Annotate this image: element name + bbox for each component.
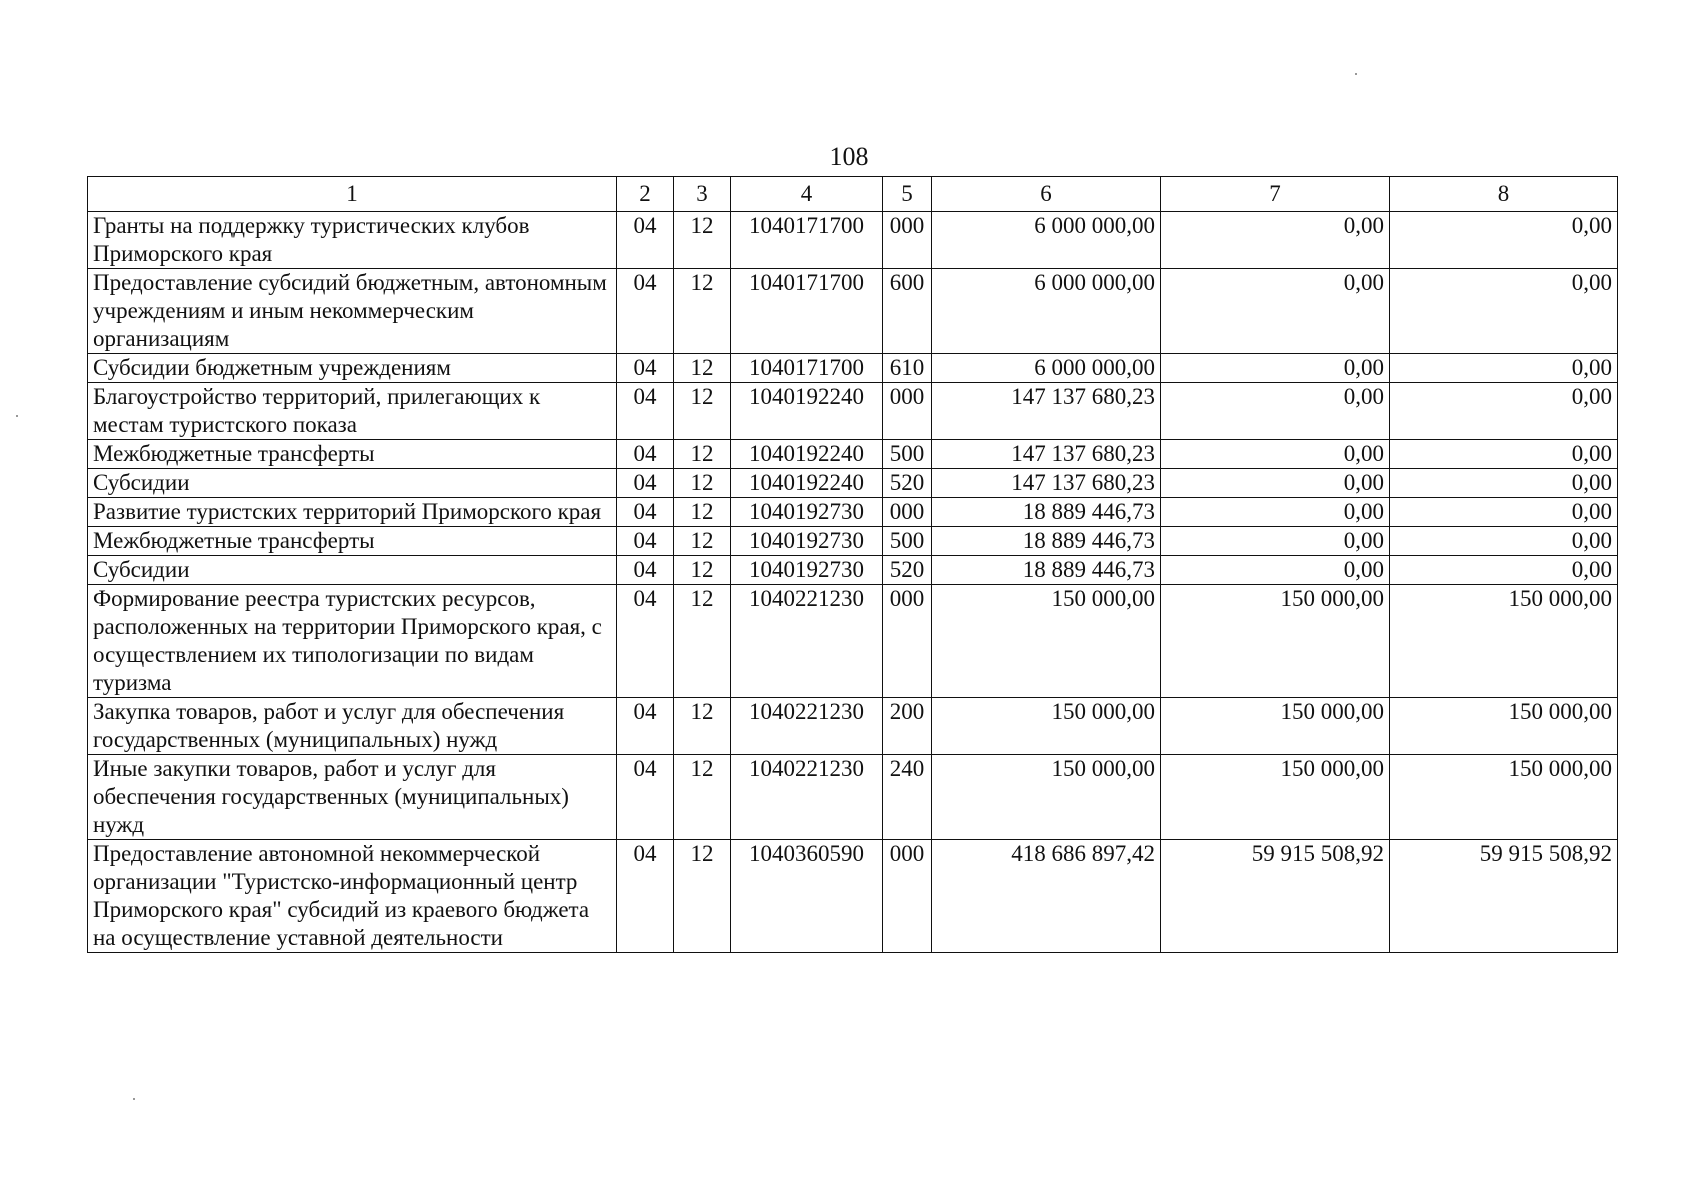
page-number: 108 xyxy=(829,142,869,171)
table-row xyxy=(88,698,1618,755)
expense-type-code: 240 xyxy=(883,755,932,840)
row-name: Гранты на поддержку туристических клубов Приморского края xyxy=(88,212,617,269)
table-row xyxy=(88,440,1618,469)
expense-type-code: 610 xyxy=(883,354,932,383)
expense-type-code: 000 xyxy=(883,212,932,269)
section-code: 04 xyxy=(617,498,674,527)
amount-col-8: 150 000,00 xyxy=(1390,755,1618,840)
target-article-code: 1040360590 xyxy=(731,840,883,953)
header-row xyxy=(88,177,1618,212)
amount-col-6: 6 000 000,00 xyxy=(932,269,1161,354)
subsection-code: 12 xyxy=(674,440,731,469)
target-article-code: 1040192240 xyxy=(731,383,883,440)
amount-col-8: 0,00 xyxy=(1390,498,1618,527)
amount-col-8: 0,00 xyxy=(1390,354,1618,383)
subsection-code: 12 xyxy=(674,212,731,269)
scan-speck xyxy=(133,1098,135,1100)
row-name: Иные закупки товаров, работ и услуг для обеспечения государственных (муниципальных) нужд xyxy=(88,755,617,840)
amount-col-7: 150 000,00 xyxy=(1161,698,1390,755)
subsection-code: 12 xyxy=(674,698,731,755)
scan-speck xyxy=(1355,73,1357,75)
amount-col-7: 0,00 xyxy=(1161,556,1390,585)
subsection-code: 12 xyxy=(674,354,731,383)
row-name: Предоставление субсидий бюджетным, автономным учреждениям и иным некоммерческим организациям xyxy=(88,269,617,354)
scan-speck xyxy=(16,415,18,417)
row-name: Межбюджетные трансферты xyxy=(88,527,617,556)
amount-col-6: 18 889 446,73 xyxy=(932,556,1161,585)
target-article-code: 1040171700 xyxy=(731,269,883,354)
row-name: Благоустройство территорий, прилегающих к местам туристского показа xyxy=(88,383,617,440)
section-code: 04 xyxy=(617,440,674,469)
amount-col-6: 150 000,00 xyxy=(932,755,1161,840)
amount-col-7: 0,00 xyxy=(1161,469,1390,498)
amount-col-6: 147 137 680,23 xyxy=(932,469,1161,498)
amount-col-8: 59 915 508,92 xyxy=(1390,840,1618,953)
column-header: 4 xyxy=(731,177,883,212)
expense-type-code: 520 xyxy=(883,556,932,585)
table-row xyxy=(88,354,1618,383)
amount-col-7: 0,00 xyxy=(1161,269,1390,354)
row-name: Закупка товаров, работ и услуг для обеспечения государственных (муниципальных) нужд xyxy=(88,698,617,755)
section-code: 04 xyxy=(617,698,674,755)
amount-col-7: 150 000,00 xyxy=(1161,585,1390,698)
column-header: 6 xyxy=(932,177,1161,212)
section-code: 04 xyxy=(617,469,674,498)
column-header: 7 xyxy=(1161,177,1390,212)
expense-type-code: 000 xyxy=(883,840,932,953)
amount-col-6: 418 686 897,42 xyxy=(932,840,1161,953)
subsection-code: 12 xyxy=(674,556,731,585)
amount-col-6: 18 889 446,73 xyxy=(932,498,1161,527)
row-name: Субсидии xyxy=(88,469,617,498)
target-article-code: 1040192240 xyxy=(731,469,883,498)
subsection-code: 12 xyxy=(674,527,731,556)
table-row xyxy=(88,556,1618,585)
expense-type-code: 500 xyxy=(883,440,932,469)
amount-col-6: 6 000 000,00 xyxy=(932,212,1161,269)
subsection-code: 12 xyxy=(674,269,731,354)
table-row xyxy=(88,585,1618,698)
expense-type-code: 000 xyxy=(883,585,932,698)
subsection-code: 12 xyxy=(674,585,731,698)
expense-type-code: 600 xyxy=(883,269,932,354)
table-row xyxy=(88,755,1618,840)
column-header: 2 xyxy=(617,177,674,212)
table-row xyxy=(88,469,1618,498)
target-article-code: 1040192240 xyxy=(731,440,883,469)
row-name: Субсидии бюджетным учреждениям xyxy=(88,354,617,383)
column-header: 5 xyxy=(883,177,932,212)
table-row xyxy=(88,527,1618,556)
amount-col-7: 150 000,00 xyxy=(1161,755,1390,840)
column-header: 8 xyxy=(1390,177,1618,212)
section-code: 04 xyxy=(617,212,674,269)
section-code: 04 xyxy=(617,527,674,556)
amount-col-6: 147 137 680,23 xyxy=(932,383,1161,440)
amount-col-7: 0,00 xyxy=(1161,527,1390,556)
expense-type-code: 000 xyxy=(883,383,932,440)
subsection-code: 12 xyxy=(674,469,731,498)
table-row xyxy=(88,498,1618,527)
amount-col-8: 0,00 xyxy=(1390,440,1618,469)
amount-col-7: 0,00 xyxy=(1161,440,1390,469)
table-row xyxy=(88,269,1618,354)
amount-col-6: 147 137 680,23 xyxy=(932,440,1161,469)
column-header: 1 xyxy=(88,177,617,212)
amount-col-7: 59 915 508,92 xyxy=(1161,840,1390,953)
table-row xyxy=(88,383,1618,440)
target-article-code: 1040221230 xyxy=(731,755,883,840)
row-name: Межбюджетные трансферты xyxy=(88,440,617,469)
amount-col-8: 0,00 xyxy=(1390,383,1618,440)
amount-col-7: 0,00 xyxy=(1161,383,1390,440)
section-code: 04 xyxy=(617,269,674,354)
amount-col-8: 0,00 xyxy=(1390,556,1618,585)
target-article-code: 1040192730 xyxy=(731,556,883,585)
section-code: 04 xyxy=(617,585,674,698)
subsection-code: 12 xyxy=(674,498,731,527)
subsection-code: 12 xyxy=(674,755,731,840)
amount-col-6: 150 000,00 xyxy=(932,585,1161,698)
section-code: 04 xyxy=(617,556,674,585)
expense-type-code: 200 xyxy=(883,698,932,755)
row-name: Развитие туристских территорий Приморского края xyxy=(88,498,617,527)
amount-col-8: 150 000,00 xyxy=(1390,585,1618,698)
table-row xyxy=(88,840,1618,953)
amount-col-6: 6 000 000,00 xyxy=(932,354,1161,383)
amount-col-8: 0,00 xyxy=(1390,269,1618,354)
target-article-code: 1040171700 xyxy=(731,212,883,269)
subsection-code: 12 xyxy=(674,383,731,440)
expense-type-code: 520 xyxy=(883,469,932,498)
amount-col-7: 0,00 xyxy=(1161,212,1390,269)
amount-col-7: 0,00 xyxy=(1161,354,1390,383)
column-header: 3 xyxy=(674,177,731,212)
budget-table xyxy=(87,176,1618,953)
section-code: 04 xyxy=(617,354,674,383)
row-name: Предоставление автономной некоммерческой организации "Туристско-информационный центр Приморского края" субсидий из краевого бюджета на осуществление уставной деятельности xyxy=(88,840,617,953)
target-article-code: 1040171700 xyxy=(731,354,883,383)
row-name: Субсидии xyxy=(88,556,617,585)
section-code: 04 xyxy=(617,383,674,440)
row-name: Формирование реестра туристских ресурсов, расположенных на территории Приморского края, с осуществлением их типологизации по видам туризма xyxy=(88,585,617,698)
target-article-code: 1040221230 xyxy=(731,698,883,755)
amount-col-7: 0,00 xyxy=(1161,498,1390,527)
amount-col-6: 150 000,00 xyxy=(932,698,1161,755)
target-article-code: 1040192730 xyxy=(731,527,883,556)
target-article-code: 1040192730 xyxy=(731,498,883,527)
amount-col-8: 0,00 xyxy=(1390,212,1618,269)
amount-col-8: 150 000,00 xyxy=(1390,698,1618,755)
amount-col-8: 0,00 xyxy=(1390,469,1618,498)
section-code: 04 xyxy=(617,755,674,840)
amount-col-8: 0,00 xyxy=(1390,527,1618,556)
target-article-code: 1040221230 xyxy=(731,585,883,698)
table-row xyxy=(88,212,1618,269)
expense-type-code: 000 xyxy=(883,498,932,527)
subsection-code: 12 xyxy=(674,840,731,953)
amount-col-6: 18 889 446,73 xyxy=(932,527,1161,556)
section-code: 04 xyxy=(617,840,674,953)
expense-type-code: 500 xyxy=(883,527,932,556)
